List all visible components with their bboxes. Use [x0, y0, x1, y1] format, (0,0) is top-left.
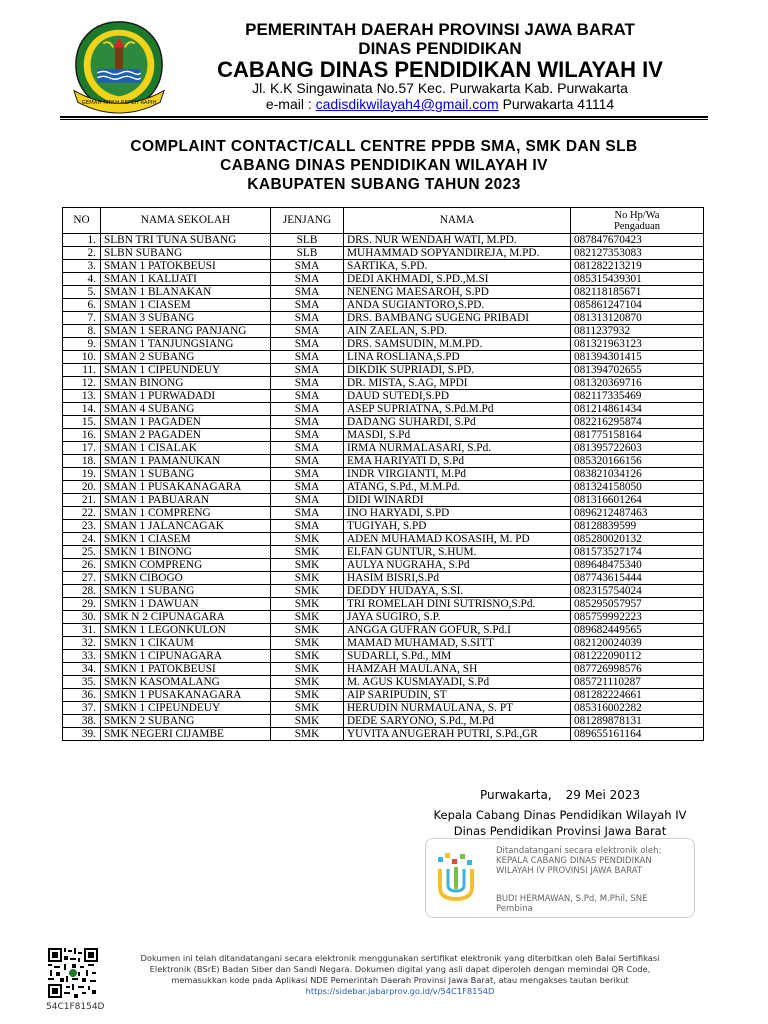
document-title: COMPLAINT CONTACT/CALL CENTRE PPDB SMA, SMK DAN SLB	[130, 138, 638, 155]
school-name: SMKN 1 SUBANG	[101, 585, 271, 598]
footer-note-line3: memasukkan kode pada Aplikasi NDE Pemerintah Daerah Provinsi Jawa Barat, atau mengakses tautan berikut	[171, 975, 629, 985]
school-level: SMA	[271, 403, 344, 416]
contact-phone: 0896212487463	[571, 507, 704, 520]
school-name: SLBN SUBANG	[101, 247, 271, 260]
row-number: 21.	[63, 494, 101, 507]
table-row	[63, 416, 704, 429]
contact-name: DRS. NUR WENDAH WATI, M.PD.	[344, 234, 571, 247]
document-subtitle: CABANG DINAS PENDIDIKAN WILAYAH IV	[220, 157, 548, 174]
contact-phone: 081321963123	[571, 338, 704, 351]
contact-name: HASIM BISRI,S.Pd	[344, 572, 571, 585]
row-number: 25.	[63, 546, 101, 559]
table-row	[63, 663, 704, 676]
header-no: NO	[63, 208, 101, 234]
row-number: 28.	[63, 585, 101, 598]
table-row	[63, 455, 704, 468]
table-row	[63, 715, 704, 728]
school-level: SMA	[271, 273, 344, 286]
header-phone-line2: Pengaduan	[613, 220, 661, 232]
seal-motto: GEMAH RIPAH REPEH RAPIH	[81, 100, 157, 107]
header-phone	[571, 208, 704, 234]
letterhead-address: Jl. K.K Singawinata No.57 Kec. Purwakarta Kab. Purwakarta	[252, 80, 628, 96]
school-level: SMK	[271, 572, 344, 585]
school-name: SMAN 2 SUBANG	[101, 351, 271, 364]
school-name: SMAN 1 PURWADADI	[101, 390, 271, 403]
school-name: SMKN 1 CIKAUM	[101, 637, 271, 650]
table-row	[63, 468, 704, 481]
contact-phone: 081394702655	[571, 364, 704, 377]
school-name: SMK NEGERI CIJAMBE	[101, 728, 271, 741]
row-number: 38.	[63, 715, 101, 728]
contact-phone: 085316002282	[571, 702, 704, 715]
contact-name: SARTIKA, S.PD.	[344, 260, 571, 273]
contact-phone: 087743615444	[571, 572, 704, 585]
footer-note-line2: Elektronik (BSrE) Badan Siber dan Sandi Negara. Dokumen digital yang asli dapat diperoleh dengan memindai QR Code,	[149, 964, 651, 974]
school-name: SMKN 2 SUBANG	[101, 715, 271, 728]
school-level: SMK	[271, 676, 344, 689]
contact-name: ASEP SUPRIATNA, S.Pd.M.Pd	[344, 403, 571, 416]
contact-name: ANGGA GUFRAN GOFUR, S.Pd.I	[344, 624, 571, 637]
row-number: 24.	[63, 533, 101, 546]
school-level: SMA	[271, 338, 344, 351]
contact-name: ANDA SUGIANTORO,S.PD.	[344, 299, 571, 312]
signer-position: Kepala Cabang Dinas Pendidikan Wilayah IV	[433, 808, 687, 822]
school-name: SMKN 1 LEGONKULON	[101, 624, 271, 637]
esign-caption: Ditandatangani secara elektronik oleh:	[496, 846, 662, 856]
contact-name: ATANG, S.Pd., M.M.Pd.	[344, 481, 571, 494]
table-row	[63, 377, 704, 390]
table-row	[63, 611, 704, 624]
row-number: 22.	[63, 507, 101, 520]
table-row	[63, 650, 704, 663]
table-row	[63, 351, 704, 364]
school-name: SMKN 1 PATOKBEUSI	[101, 663, 271, 676]
signer-name: BUDI HERMAWAN, S.Pd, M.Phil, SNE	[496, 894, 648, 904]
esign-logo-icon	[434, 851, 478, 905]
email-link[interactable]: cadisdikwilayah4@gmail.com	[315, 96, 499, 112]
table-header-row	[63, 208, 704, 234]
verification-link[interactable]: https://sidebar.jabarprov.go.id/v/54C1F8154D	[305, 986, 495, 996]
city-zip: Purwakarta 41114	[498, 96, 615, 112]
school-level: SMK	[271, 559, 344, 572]
school-level: SMA	[271, 494, 344, 507]
document-code: 54C1F8154D	[46, 1002, 105, 1012]
table-row	[63, 689, 704, 702]
row-number: 20.	[63, 481, 101, 494]
school-level: SMA	[271, 325, 344, 338]
table-row	[63, 247, 704, 260]
esign-office-line1: KEPALA CABANG DINAS PENDIDIKAN	[496, 856, 652, 866]
row-number: 6.	[63, 299, 101, 312]
contact-phone: 081316601264	[571, 494, 704, 507]
contact-name: ELFAN GUNTUR, S.HUM.	[344, 546, 571, 559]
row-number: 33.	[63, 650, 101, 663]
contact-name: LINA ROSLIANA,S.PD	[344, 351, 571, 364]
school-name: SMKN CIBOGO	[101, 572, 271, 585]
table-row	[63, 533, 704, 546]
contact-phone: 081394301415	[571, 351, 704, 364]
school-name: SMAN 1 TANJUNGSIANG	[101, 338, 271, 351]
contact-name: DIKDIK SUPRIADI, S.PD.	[344, 364, 571, 377]
row-number: 34.	[63, 663, 101, 676]
school-level: SMK	[271, 650, 344, 663]
contact-name: DRS. BAMBANG SUGENG PRIBADI	[344, 312, 571, 325]
school-name: SMKN 1 PUSAKANAGARA	[101, 689, 271, 702]
contact-phone: 082120024039	[571, 637, 704, 650]
row-number: 13.	[63, 390, 101, 403]
school-name: SMAN 1 CIPEUNDEUY	[101, 364, 271, 377]
school-level: SMK	[271, 611, 344, 624]
school-name: SMAN 1 CISALAK	[101, 442, 271, 455]
school-name: SMAN 1 SERANG PANJANG	[101, 325, 271, 338]
table-row	[63, 637, 704, 650]
contact-name: MASDI, S.Pd	[344, 429, 571, 442]
table-row	[63, 494, 704, 507]
contact-phone: 087726998576	[571, 663, 704, 676]
table-row	[63, 442, 704, 455]
table-row	[63, 559, 704, 572]
contact-phone: 081324158050	[571, 481, 704, 494]
contact-name: IRMA NURMALASARI, S.Pd.	[344, 442, 571, 455]
contact-name: DAUD SUTEDI,S.PD	[344, 390, 571, 403]
contact-name: DEDE SARYONO, S.Pd., M.Pd	[344, 715, 571, 728]
school-level: SMA	[271, 455, 344, 468]
table-row	[63, 481, 704, 494]
contact-phone: 082127353083	[571, 247, 704, 260]
school-name: SMAN 1 COMPRENG	[101, 507, 271, 520]
school-level: SMA	[271, 520, 344, 533]
table-row	[63, 507, 704, 520]
row-number: 17.	[63, 442, 101, 455]
letterhead-branch: CABANG DINAS PENDIDIKAN WILAYAH IV	[217, 57, 663, 82]
letterhead-government: PEMERINTAH DAERAH PROVINSI JAWA BARAT	[245, 20, 635, 39]
contact-name: NENENG MAESAROH, S.PD	[344, 286, 571, 299]
school-level: SMA	[271, 299, 344, 312]
school-name: SMKN 1 DAWUAN	[101, 598, 271, 611]
table-row	[63, 676, 704, 689]
table-row	[63, 234, 704, 247]
school-name: SMKN 1 CIPEUNDEUY	[101, 702, 271, 715]
row-number: 16.	[63, 429, 101, 442]
electronic-signature-box	[425, 838, 695, 918]
table-row	[63, 546, 704, 559]
contact-phone: 082216295874	[571, 416, 704, 429]
contact-name: DADANG SUHARDI, S.Pd	[344, 416, 571, 429]
table-row	[63, 520, 704, 533]
table-row	[63, 429, 704, 442]
school-level: SMK	[271, 715, 344, 728]
contact-name: AIN ZAELAN, S.PD.	[344, 325, 571, 338]
letterhead-department: DINAS PENDIDIKAN	[358, 39, 522, 58]
contact-phone: 082315754024	[571, 585, 704, 598]
row-number: 18.	[63, 455, 101, 468]
school-name: SMAN 1 KALIJATI	[101, 273, 271, 286]
school-name: SMAN 1 PATOKBEUSI	[101, 260, 271, 273]
header-phone-line1: No Hp/Wa	[614, 209, 660, 221]
row-number: 7.	[63, 312, 101, 325]
contact-phone: 081289878131	[571, 715, 704, 728]
contact-phone: 08128839599	[571, 520, 704, 533]
complaint-contact-table	[62, 207, 704, 741]
school-name: SMAN 1 PAGADEN	[101, 416, 271, 429]
table-row	[63, 585, 704, 598]
contact-name: DR. MISTA, S.AG, MPDI	[344, 377, 571, 390]
contact-name: DRS. SAMSUDIN, M.M.PD.	[344, 338, 571, 351]
row-number: 27.	[63, 572, 101, 585]
contact-name: ADEN MUHAMAD KOSASIH, M. PD	[344, 533, 571, 546]
table-row	[63, 403, 704, 416]
place-date	[480, 788, 640, 802]
table-row	[63, 728, 704, 741]
table-row	[63, 364, 704, 377]
contact-name: DEDDY HUDAYA, S.SI.	[344, 585, 571, 598]
row-number: 3.	[63, 260, 101, 273]
contact-phone: 082117335469	[571, 390, 704, 403]
contact-name: INDR VIRGIANTI, M.Pd	[344, 468, 571, 481]
contact-name: TRI ROMELAH DINI SUTRISNO,S.Pd.	[344, 598, 571, 611]
school-level: SMK	[271, 546, 344, 559]
table-row	[63, 572, 704, 585]
school-name: SMAN 1 BLANAKAN	[101, 286, 271, 299]
contact-phone: 081320369716	[571, 377, 704, 390]
school-level: SMA	[271, 416, 344, 429]
qr-code-icon	[48, 948, 98, 998]
table-row	[63, 299, 704, 312]
school-name: SMKN 1 CIASEM	[101, 533, 271, 546]
contact-phone: 085320166156	[571, 455, 704, 468]
place: Purwakarta,	[480, 788, 552, 802]
row-number: 2.	[63, 247, 101, 260]
table-row	[63, 260, 704, 273]
school-level: SMA	[271, 442, 344, 455]
contact-phone: 081573527174	[571, 546, 704, 559]
contact-phone: 081775158164	[571, 429, 704, 442]
row-number: 11.	[63, 364, 101, 377]
school-level: SLB	[271, 234, 344, 247]
date: 29 Mei 2023	[565, 788, 641, 802]
row-number: 31.	[63, 624, 101, 637]
contact-name: INO HARYADI, S.PD	[344, 507, 571, 520]
school-level: SMA	[271, 390, 344, 403]
contact-name: M. AGUS KUSMAYADI, S.Pd	[344, 676, 571, 689]
school-level: SMA	[271, 312, 344, 325]
contact-phone: 082118185671	[571, 286, 704, 299]
school-level: SMA	[271, 481, 344, 494]
contact-phone: 081282224661	[571, 689, 704, 702]
contact-name: DIDI WINARDI	[344, 494, 571, 507]
school-name: SLBN TRI TUNA SUBANG	[101, 234, 271, 247]
row-number: 39.	[63, 728, 101, 741]
school-level: SMA	[271, 351, 344, 364]
row-number: 35.	[63, 676, 101, 689]
contact-phone: 081313120870	[571, 312, 704, 325]
school-name: SMKN KASOMALANG	[101, 676, 271, 689]
signer-rank: Pembina	[496, 904, 533, 914]
table-row	[63, 702, 704, 715]
header-name: NAMA	[344, 208, 571, 234]
row-number: 10.	[63, 351, 101, 364]
row-number: 9.	[63, 338, 101, 351]
school-level: SMK	[271, 728, 344, 741]
header-level: JENJANG	[271, 208, 344, 234]
school-level: SMA	[271, 507, 344, 520]
school-name: SMKN 1 CIPUNAGARA	[101, 650, 271, 663]
contact-phone: 081282213219	[571, 260, 704, 273]
school-level: SMK	[271, 585, 344, 598]
school-level: SMK	[271, 624, 344, 637]
letterhead-rule	[60, 116, 708, 118]
contact-name: HERUDIN NURMAULANA, S. PT	[344, 702, 571, 715]
contact-phone: 087847670423	[571, 234, 704, 247]
school-name: SMAN 1 PAMANUKAN	[101, 455, 271, 468]
contact-phone: 081214861434	[571, 403, 704, 416]
contact-name: MUHAMMAD SOPYANDIREJA, M.PD.	[344, 247, 571, 260]
school-level: SMK	[271, 702, 344, 715]
jawa-barat-seal-icon	[70, 18, 168, 116]
contact-name: TUGIYAH, S.PD	[344, 520, 571, 533]
contact-phone: 089682449565	[571, 624, 704, 637]
school-level: SMK	[271, 689, 344, 702]
table-row	[63, 286, 704, 299]
contact-phone: 085315439301	[571, 273, 704, 286]
row-number: 30.	[63, 611, 101, 624]
school-name: SMAN 3 SUBANG	[101, 312, 271, 325]
contact-phone: 0811237932	[571, 325, 704, 338]
contact-name: YUVITA ANUGERAH PUTRI, S.Pd.,GR	[344, 728, 571, 741]
row-number: 12.	[63, 377, 101, 390]
row-number: 5.	[63, 286, 101, 299]
school-name: SMAN BINONG	[101, 377, 271, 390]
row-number: 37.	[63, 702, 101, 715]
contact-phone: 085759992223	[571, 611, 704, 624]
letterhead-contact	[175, 96, 705, 112]
school-level: SLB	[271, 247, 344, 260]
school-level: SMK	[271, 533, 344, 546]
signer-agency: Dinas Pendidikan Provinsi Jawa Barat	[453, 824, 667, 838]
row-number: 32.	[63, 637, 101, 650]
school-name: SMAN 1 CIASEM	[101, 299, 271, 312]
contact-name: MAMAD MUHAMAD, S.SITT	[344, 637, 571, 650]
contact-name: AULYA NUGRAHA, S.Pd	[344, 559, 571, 572]
contact-phone: 085295057957	[571, 598, 704, 611]
school-level: SMK	[271, 637, 344, 650]
row-number: 36.	[63, 689, 101, 702]
school-level: SMK	[271, 598, 344, 611]
school-level: SMK	[271, 663, 344, 676]
email-label: e-mail :	[265, 96, 316, 112]
row-number: 15.	[63, 416, 101, 429]
school-name: SMAN 1 SUBANG	[101, 468, 271, 481]
contact-name: JAYA SUGIRO, S.P.	[344, 611, 571, 624]
school-name: SMAN 2 PAGADEN	[101, 429, 271, 442]
contact-name: SUDARLI, S.Pd., MM	[344, 650, 571, 663]
school-level: SMA	[271, 260, 344, 273]
school-level: SMA	[271, 468, 344, 481]
contact-phone: 085721110287	[571, 676, 704, 689]
document-subtitle-region: KABUPATEN SUBANG TAHUN 2023	[247, 176, 521, 193]
school-name: SMAN 1 PABUARAN	[101, 494, 271, 507]
header-school: NAMA SEKOLAH	[101, 208, 271, 234]
school-name: SMAN 1 JALANCAGAK	[101, 520, 271, 533]
row-number: 23.	[63, 520, 101, 533]
row-number: 14.	[63, 403, 101, 416]
contact-name: AIP SARIPUDIN, ST	[344, 689, 571, 702]
school-name: SMKN COMPRENG	[101, 559, 271, 572]
contact-phone: 081222090112	[571, 650, 704, 663]
row-number: 4.	[63, 273, 101, 286]
school-level: SMA	[271, 429, 344, 442]
school-level: SMA	[271, 364, 344, 377]
table-row	[63, 273, 704, 286]
table-row	[63, 390, 704, 403]
row-number: 8.	[63, 325, 101, 338]
contact-phone: 085861247104	[571, 299, 704, 312]
footer-note-line1: Dokumen ini telah ditandatangani secara elektronik menggunakan sertifikat elektronik yang diterbitkan oleh Balai Sertifikasi	[140, 953, 660, 963]
school-name: SMK N 2 CIPUNAGARA	[101, 611, 271, 624]
school-name: SMKN 1 BINONG	[101, 546, 271, 559]
table-row	[63, 338, 704, 351]
contact-name: DEDI AKHMADI, S.PD.,M.SI	[344, 273, 571, 286]
row-number: 26.	[63, 559, 101, 572]
contact-name: EMA HARIYATI D, S.Pd	[344, 455, 571, 468]
school-level: SMA	[271, 286, 344, 299]
school-level: SMA	[271, 377, 344, 390]
table-row	[63, 624, 704, 637]
row-number: 1.	[63, 234, 101, 247]
school-name: SMAN 1 PUSAKANAGARA	[101, 481, 271, 494]
row-number: 19.	[63, 468, 101, 481]
row-number: 29.	[63, 598, 101, 611]
contact-phone: 081395722603	[571, 442, 704, 455]
school-name: SMAN 4 SUBANG	[101, 403, 271, 416]
esign-office-line2: WILAYAH IV PROVINSI JAWA BARAT	[496, 866, 643, 876]
letterhead-rule-thin	[60, 119, 708, 120]
table-row	[63, 312, 704, 325]
table-row	[63, 325, 704, 338]
contact-name: HAMZAH MAULANA, SH	[344, 663, 571, 676]
table-row	[63, 598, 704, 611]
contact-phone: 085280020132	[571, 533, 704, 546]
contact-phone: 089648475340	[571, 559, 704, 572]
contact-phone: 083821034126	[571, 468, 704, 481]
contact-phone: 089655161164	[571, 728, 704, 741]
